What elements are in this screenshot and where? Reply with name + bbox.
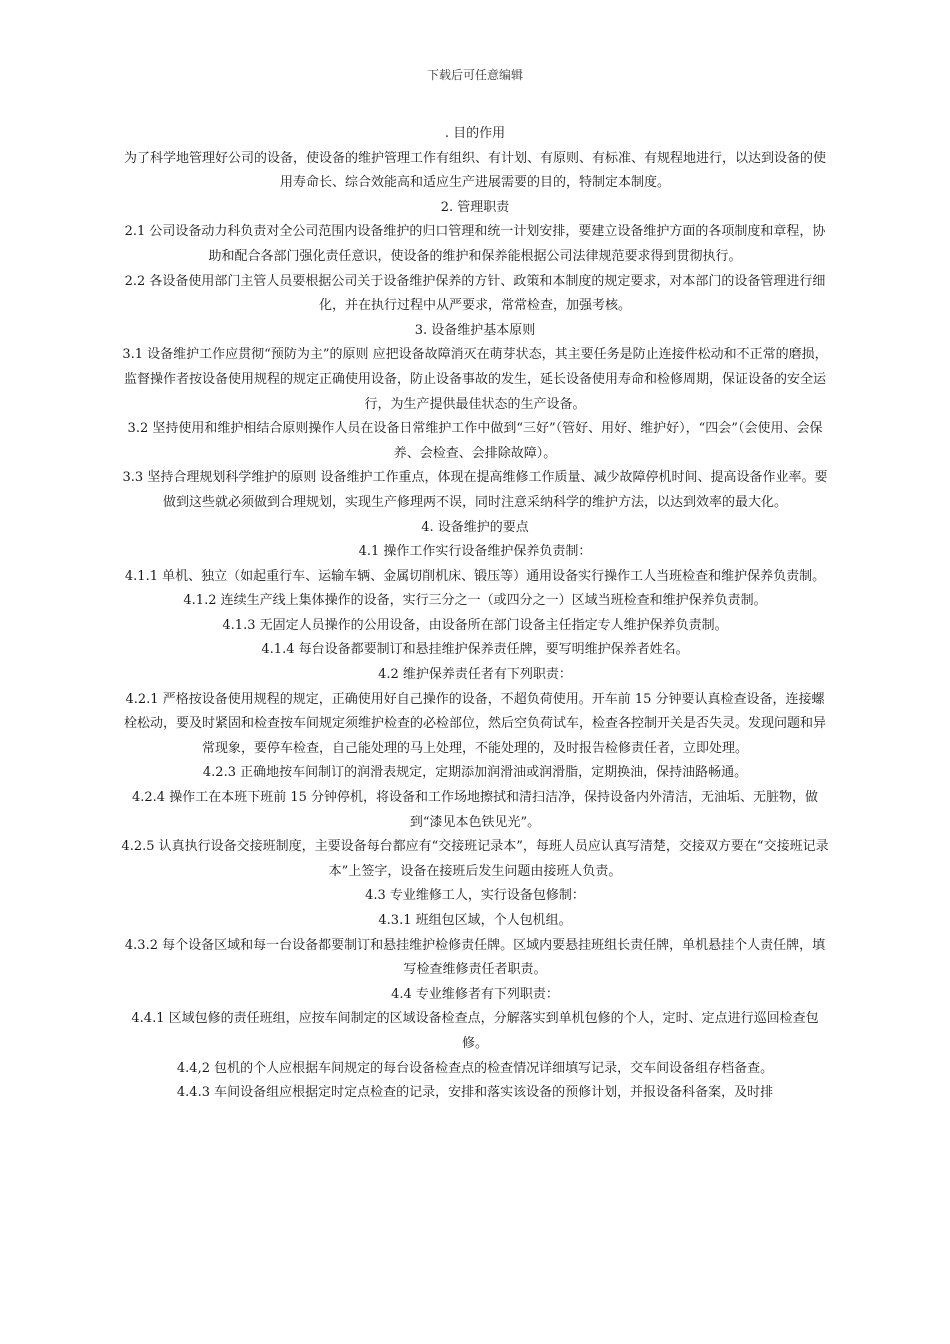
section-2-heading: 2. 管理职责 bbox=[440, 199, 510, 215]
clause-4-4-3: 4.4.3 车间设备组应根据定时定点检查的记录，安排和落实该设备的预修计划，并报设备科备案，及时排 bbox=[176, 1085, 774, 1101]
clause-4-4-2: 4.4,2 包机的个人应根据车间规定的每台设备检查点的检查情况详细填写记录，交车间设备组存档备查。 bbox=[176, 1060, 774, 1076]
clause-4-2-3: 4.2.3 正确地按车间制订的润滑表规定，定期添加润滑油或润滑脂，定期换油，保持油路畅通。 bbox=[202, 765, 748, 781]
clause-4-1-4: 4.1.4 每台设备都要制订和悬挂维护保养责任牌，要写明维护保养者姓名。 bbox=[261, 642, 689, 658]
clause-4-1: 4.1 操作工作实行设备维护保养负责制： bbox=[358, 544, 592, 560]
clause-4-1-2: 4.1.2 连续生产线上集体操作的设备，实行三分之一（或四分之一）区域当班检查和维护保养负责制。 bbox=[183, 593, 767, 609]
clause-4-3: 4.3 专业维修工人，实行设备包修制： bbox=[365, 888, 585, 904]
clause-3-3: 3.3 坚持合理规划科学维护的原则 设备维护工作重点，体现在提高维修工作质量、减少故障停机时间、提高设备作业率。要做到这些就必须做到合理规划，实现生产修理两不误，同时注意采纳科学的维护方法，以达到效率的最大化。 bbox=[122, 470, 828, 510]
clause-3-2: 3.2 坚持使用和维护相结合原则操作人员在设备日常维护工作中做到“三好”（管好、用好、维护好），“四会”（会使用、会保养、会检查、会排除故障）。 bbox=[127, 421, 823, 461]
page-header: 下载后可任意编辑 bbox=[426, 68, 523, 82]
clause-4-1-1: 4.1.1 单机、独立（如起重行车、运输车辆、金属切削机床、锻压等）通用设备实行操作工人当班检查和维护保养负责制。 bbox=[124, 568, 826, 584]
clause-4-4-1: 4.4.1 区域包修的责任班组，应按车间制定的区域设备检查点，分解落实到单机包修的个人，定时、定点进行巡回检查包修。 bbox=[131, 1011, 819, 1051]
section-1-text: 为了科学地管理好公司的设备，使设备的维护管理工作有组织、有计划、有原则、有标准、有规程地进行，以达到设备的使用寿命长、综合效能高和适应生产进展需要的目的，特制定本制度。 bbox=[123, 150, 826, 191]
clause-3-1: 3.1 设备维护工作应贯彻“预防为主”的原则 应把设备故障消灭在萌芽状态，其主要任务是防止连接件松动和不正常的磨损，监督操作者按设备使用规程的规定正确使用设备，防止设备事故的发生，延长设备使用寿命和检修周期，保证设备的安全运行，为生产提供最佳状态的生产设备。 bbox=[122, 347, 828, 412]
section-4-heading: 4. 设备维护的要点 bbox=[421, 519, 529, 535]
clause-2-1: 2.1 公司设备动力科负责对全公司范围内设备维护的归口管理和统一计划安排，要建立设备维护方面的各项制度和章程，协助和配合各部门强化责任意识，使设备的维护和保养能根据公司法律规范要求得到贯彻执行。 bbox=[124, 224, 826, 264]
clause-4-4: 4.4 专业维修者有下列职责： bbox=[391, 986, 559, 1002]
clause-4-2: 4.2 维护保养责任者有下列职责： bbox=[378, 667, 572, 683]
clause-4-3-2: 4.3.2 每个设备区域和每一台设备都要制订和悬挂维护检修责任牌。区域内要悬挂班组长责任牌，单机悬挂个人责任牌，填写检查维修责任者职责。 bbox=[124, 937, 826, 978]
clause-4-1-3: 4.1.3 无固定人员操作的公用设备，由设备所在部门设备主任指定专人维护保养负责制。 bbox=[222, 617, 728, 633]
clause-4-2-4: 4.2.4 操作工在本班下班前 15 分钟停机，将设备和工作场地擦拭和清扫洁净，保持设备内外清洁，无油垢、无脏物，做到“漆见本色铁见光”。 bbox=[131, 790, 819, 830]
section-1-heading: . 目的作用 bbox=[444, 126, 506, 141]
clause-4-3-1: 4.3.1 班组包区域，个人包机组。 bbox=[378, 913, 572, 928]
clause-4-2-5: 4.2.5 认真执行设备交接班制度，主要设备每台都应有“交接班记录本”，每班人员应认真写清楚，交接双方要在“交接班记录本”上签字，设备在接班后发生问题由接班人负责。 bbox=[121, 839, 829, 879]
clause-2-2: 2.2 各设备使用部门主管人员要根据公司关于设备维护保养的方针、政策和本制度的规定要求，对本部门的设备管理进行细化，并在执行过程中从严要求，常常检查，加强考核。 bbox=[124, 273, 826, 314]
section-3-heading: 3. 设备维护基本原则 bbox=[414, 322, 536, 338]
clause-4-2-1: 4.2.1 严格按设备使用规程的规定，正确使用好自己操作的设备，不超负荷使用。开车前 15 分钟要认真检查设备，连接螺栓松动，要及时紧固和检查按车间规定须维护检查的必检部位，然后空负荷试车，检查各控制开关是否失灵。发现问题和异常现象，要停车检查，自己能处理的马上处理，不能处理的，及时报告检修责任者，立即处理。 bbox=[123, 691, 826, 756]
document-body bbox=[120, 122, 830, 1106]
